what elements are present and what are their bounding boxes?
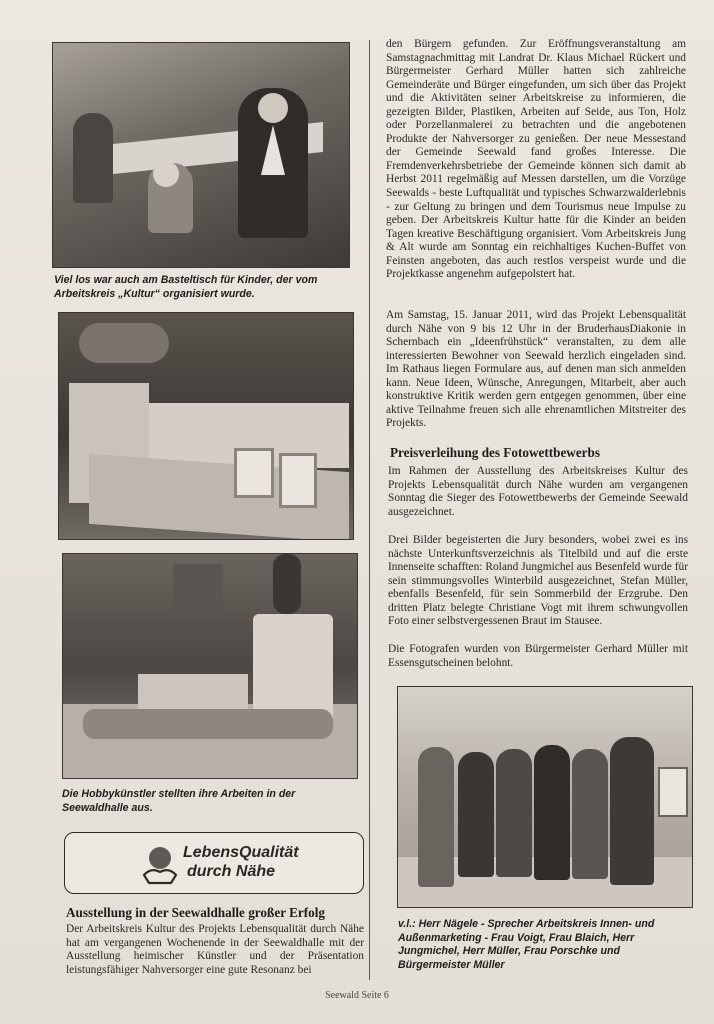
right-paragraph-2: Am Samstag, 15. Januar 2011, wird das Projekt Lebensqualität durch Nähe von 9 bis 12 Uhr in der BruderhausDiakonie in Schernbach ein „Ideenfrühstück“ veranstalten, zu dem alle interessierten Bewohner von Seewald herzlich eingeladen sind. Im Rathaus liegen Formulare aus, auf denen man sich anmelden kann. Neue Ideen, Wünsche, Anregungen, Mitarbeit, aber auch konstruktive Kritik werden gern entgegen genommen, über eine aktive Teilnahme freuen sich alle ehrenamtlichen Mitstreiter des Projekts. <box>386 309 686 430</box>
right-paragraph-1: den Bürgern gefunden. Zur Eröffnungsveranstaltung am Samstagnachmittag mit Landrat Dr. Klaus Michael Rückert und Bürgermeister Gerhard Müller hatten sich zahlreiche Gemeinderäte und Bürger eingefunden, um sich über das Projekt und die Aktivitäten seiner Arbeitskreise zu informieren, die gezeigten Bilder, Plastiken, Arbeiten auf Seide, aus Ton, Holz oder Porzellanmalerei zu betrachten und die angebotenen Produkte der Nahversorger zu genießen. Der neue Messestand der Gemeinde Seewald fand großes Interesse. Die Fremdenverkehrsbetriebe der Gemeinde können sich damit ab Herbst 2011 regelmäßig auf Messen darstellen, um die Vorzüge Seewalds - beste Luftqualität und typisches Schwarzwalderlebnis - zur Geltung zu bringen und dem Tourismus neue Impulse zu geben. Der Arbeitskreis Kultur hatte für die Kinder an beiden Tagen kreative Beschäftigung organisiert. Vom Arbeitskreis Jung & Alt wurde am Sonntag ein reichhaltiges Kuchen-Buffet von Feinsten angeboten, das auch restlos verspeist wurde und die Projektkasse angenehm aufgepolstert hat. <box>386 38 686 281</box>
photo-hobby-artists <box>62 553 358 779</box>
lebensqualitaet-logo <box>64 832 364 894</box>
right-paragraph-4: Drei Bilder begeisterten die Jury besonders, wobei zwei es ins nächste Unterkunftsverzeichnis als Titelbild und auf die erste Innenseite schafften: Roland Jungmichel aus Besenfeld wurde für sein stimmungsvolles Winterbild ausgezeichnet, Stefan Müller, ebenfalls Besenfeld, für sein Sommerbild der Erzgrube. Den dritten Platz belegte Christiane Vogt mit ihrem schwungvollen Foto einer selbstvergessenen Braut im Stausee. <box>388 534 688 628</box>
photo-1-caption: Viel los war auch am Basteltisch für Kinder, der vom Arbeitskreis „Kultur“ organisiert wurde. <box>54 274 318 300</box>
photo-children-crafting <box>52 42 350 268</box>
photo-4-caption: v.l.: Herr Nägele - Sprecher Arbeitskreis Innen- und Außenmarketing - Frau Voigt, Frau Blaich, Herr Jungmichel, Herr Müller, Frau Porschke und Bürgermeister Müller <box>398 918 655 971</box>
logo-line-1: LebensQualität <box>183 844 299 861</box>
photo-3-caption: Die Hobbykünstler stellten ihre Arbeiten in der Seewaldhalle aus. <box>62 788 296 814</box>
left-article-text: Der Arbeitskreis Kultur des Projekts Lebensqualität durch Nähe hat am vergangenen Wochenende in der Seewaldhalle mit der Ausstellung heimischer Künstler und der Präsentation leistungsfähiger Nahversorger eine gute Resonanz bei <box>66 923 364 976</box>
right-paragraph-3: Im Rahmen der Ausstellung des Arbeitskreises Kultur des Projekts Lebensqualität durch Nähe wurden am vergangenen Sonntag die Sieger des Fotowettbewerbs der Gemeinde Seewald ausgezeichnet. <box>388 465 688 518</box>
logo-text <box>183 843 299 881</box>
page-footer: Seewald Seite 6 <box>325 990 389 1001</box>
photo-exhibition-table <box>58 312 354 540</box>
column-divider <box>369 40 370 980</box>
photo-contest-heading: Preisverleihung des Fotowettbewerbs <box>390 445 600 460</box>
logo-line-2: durch Nähe <box>187 863 276 880</box>
left-article-heading: Ausstellung in der Seewaldhalle großer Erfolg <box>66 905 326 920</box>
right-paragraph-5: Die Fotografen wurden von Bürgermeister Gerhard Müller mit Essensgutscheinen belohnt. <box>388 643 688 669</box>
globe-hand-icon <box>141 843 179 885</box>
photo-award-winners <box>397 686 693 908</box>
